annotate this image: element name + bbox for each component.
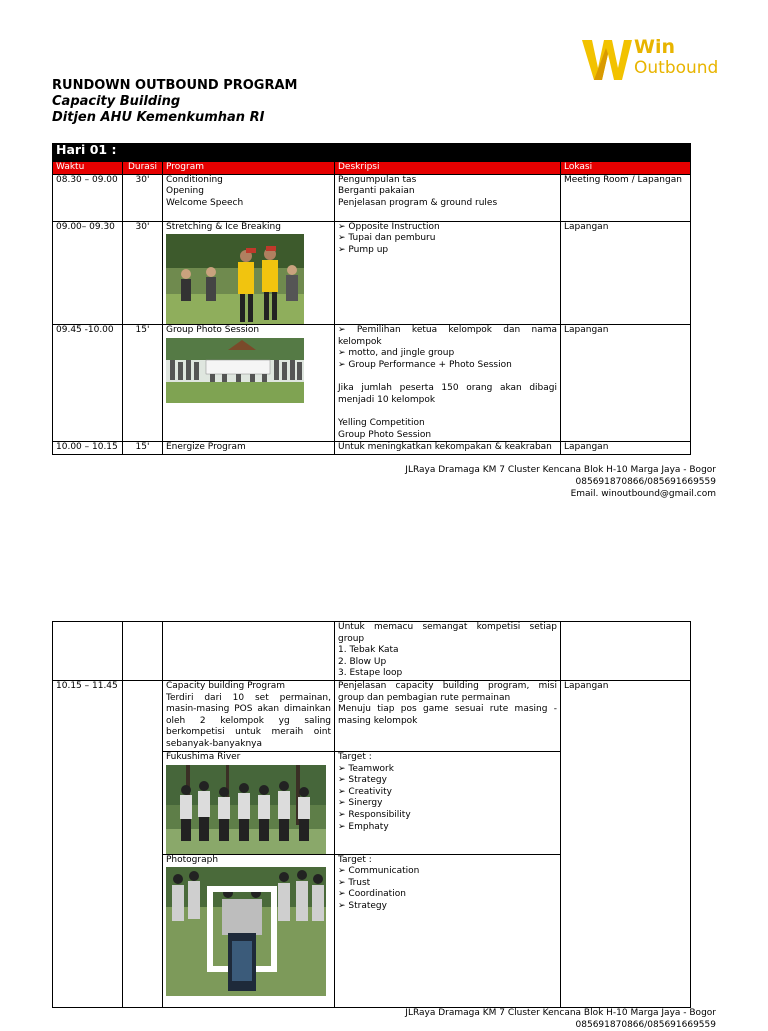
logo-w-icon (582, 38, 632, 82)
row-program (163, 680, 335, 751)
footer-phone: 085691870866/085691669559 (575, 477, 716, 487)
row-location: Lapangan (561, 221, 691, 325)
row-time: 08.30 – 09.00 (53, 174, 123, 221)
row-program (163, 325, 335, 442)
activity-list (338, 222, 557, 257)
row-duration: 30' (123, 174, 163, 221)
document-title: RUNDOWN OUTBOUND PROGRAM (52, 78, 298, 93)
list-item: ➢ Trust (338, 878, 557, 890)
program-line: Welcome Speech (166, 197, 244, 208)
col-header-duration: Durasi (123, 162, 163, 175)
schedule-table-page2 (52, 621, 691, 1008)
row-location: Meeting Room / Lapangan (561, 174, 691, 221)
list-item: ➢ Emphaty (338, 822, 557, 834)
col-header-location: Lokasi (561, 162, 691, 175)
row-duration: 15' (123, 325, 163, 442)
list-item: ➢ Opposite Instruction (338, 222, 557, 234)
program-title: Group Photo Session (166, 325, 260, 336)
row-duration: 15' (123, 442, 163, 455)
table-row (53, 174, 691, 221)
table-row (53, 442, 691, 455)
row-description: Untuk meningkatkan kekompakan & keakraban (335, 442, 561, 455)
ice-breaking-photo (166, 234, 304, 324)
col-header-time: Waktu (53, 162, 123, 175)
page-footer (405, 464, 716, 500)
footer-email: Email. winoutbound@gmail.com (570, 489, 716, 499)
list-item: ➢ Tupai dan pemburu (338, 233, 557, 245)
row-description (335, 854, 561, 1007)
table-row (53, 622, 691, 681)
game-item: 2. Blow Up (338, 656, 387, 667)
row-description (335, 221, 561, 325)
description-line: Menuju tiap pos game sesuai rute masing - masing kelompok (338, 704, 557, 726)
program-title: Photograph (166, 854, 219, 865)
schedule-table-page1 (52, 143, 691, 455)
document-title-block (52, 78, 298, 126)
target-label: Target : (338, 751, 372, 762)
row-location: Lapangan (561, 325, 691, 442)
program-title: Capacity building Program (166, 680, 286, 691)
game-item: 1. Tebak Kata (338, 645, 399, 656)
col-header-program: Program (163, 162, 335, 175)
target-list (338, 866, 557, 912)
page-footer (405, 1007, 716, 1031)
col-header-description: Deskripsi (335, 162, 561, 175)
list-item: ➢ Strategy (338, 901, 557, 913)
target-label: Target : (338, 854, 372, 865)
row-description (335, 325, 561, 442)
row-program (163, 221, 335, 325)
list-item: ➢ Creativity (338, 787, 557, 799)
footer-address: JLRaya Dramaga KM 7 Cluster Kencana Blok H-10 Marga Jaya - Bogor (405, 465, 716, 475)
list-item: ➢ Group Performance + Photo Session (338, 360, 557, 372)
row-program (163, 854, 335, 1007)
footer-phone: 085691870866/085691669559 (575, 1020, 716, 1030)
row-duration: 30' (123, 221, 163, 325)
list-item: ➢ Sinergy (338, 798, 557, 810)
group-photo (166, 338, 304, 403)
logo (582, 38, 734, 82)
list-item: ➢ Pump up (338, 245, 557, 257)
day-header-row (53, 144, 691, 162)
logo-word-outbound: Outbound (634, 58, 719, 78)
description-line: Group Photo Session (338, 429, 432, 440)
list-item: ➢ Communication (338, 866, 557, 878)
program-title: Stretching & Ice Breaking (166, 221, 281, 232)
row-description (335, 622, 561, 681)
table-row (53, 325, 691, 442)
description-line: Penjelasan program & ground rules (338, 197, 498, 208)
program-line: Opening (166, 186, 204, 197)
target-list (338, 764, 557, 834)
row-time: 10.00 – 10.15 (53, 442, 123, 455)
row-location: Lapangan (561, 442, 691, 455)
row-program: Energize Program (163, 442, 335, 455)
description-line: Pengumpulan tas (338, 174, 417, 185)
document-organization: Ditjen AHU Kemenkumhan RI (52, 110, 265, 125)
table-row (53, 221, 691, 325)
row-time: 10.15 – 11.45 (53, 680, 123, 1007)
list-item: ➢ Pemilihan ketua kelompok dan nama kelompok (338, 325, 557, 348)
activity-list (338, 325, 557, 371)
row-time: 09.00– 09.30 (53, 221, 123, 325)
program-text: Terdiri dari 10 set permainan, masin-masing POS akan dimainkan oleh 2 kelompok yg saling berkompetisi untuk meraih oint sebanyak-banyaknya (166, 692, 331, 749)
list-item: ➢ Teamwork (338, 764, 557, 776)
description-line: Penjelasan capacity building program, misi group dan pembagian rute permainan (338, 680, 557, 703)
row-program (163, 174, 335, 221)
list-item: ➢ Strategy (338, 775, 557, 787)
document-subtitle: Capacity Building (52, 94, 181, 109)
row-description (335, 174, 561, 221)
program-line: Conditioning (166, 174, 223, 185)
game-item: 3. Estape loop (338, 668, 403, 679)
description-line: Yelling Competition (338, 417, 425, 428)
list-item: ➢ Responsibility (338, 810, 557, 822)
column-header-row (53, 162, 691, 175)
fukushima-river-photo (166, 765, 326, 854)
description-note: Jika jumlah peserta 150 orang akan dibagi menjadi 10 kelompok (338, 383, 557, 405)
description-line: Berganti pakaian (338, 186, 415, 197)
list-item: ➢ motto, and jingle group (338, 348, 557, 360)
row-location: Lapangan (561, 680, 691, 1007)
row-description (335, 680, 561, 751)
row-program (163, 751, 335, 854)
photograph-activity-photo (166, 867, 326, 996)
program-title: Fukushima River (166, 751, 241, 762)
list-item: ➢ Coordination (338, 889, 557, 901)
footer-address: JLRaya Dramaga KM 7 Cluster Kencana Blok H-10 Marga Jaya - Bogor (405, 1008, 716, 1018)
table-row (53, 680, 691, 751)
day-label: Hari 01 : (53, 144, 691, 162)
logo-word-win: Win (634, 36, 675, 58)
row-time: 09.45 -10.00 (53, 325, 123, 442)
description-line: Untuk memacu semangat kompetisi setiap group (338, 622, 557, 644)
row-description (335, 751, 561, 854)
